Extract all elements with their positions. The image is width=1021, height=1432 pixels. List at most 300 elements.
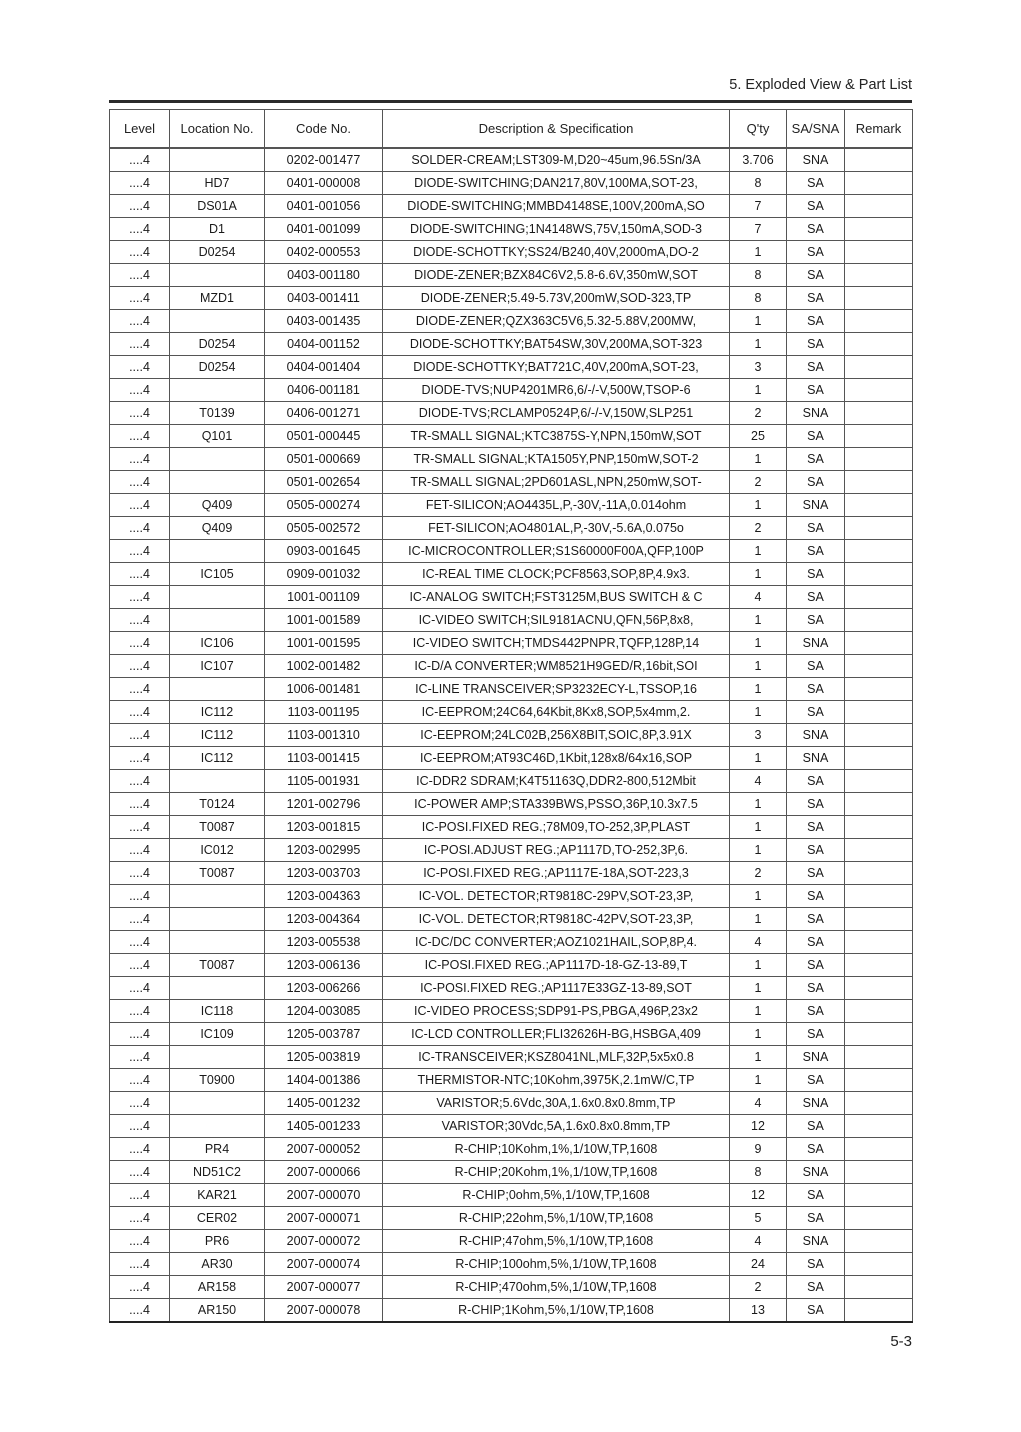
qty-cell: 2	[730, 517, 787, 540]
column-header-remark: Remark	[845, 110, 913, 149]
level-cell: ....4	[110, 1000, 170, 1023]
code-cell: 1002-001482	[265, 655, 383, 678]
table-row	[110, 1000, 913, 1023]
location-cell: IC112	[170, 724, 265, 747]
sa-sna-cell: SA	[787, 1253, 845, 1276]
location-cell: IC112	[170, 747, 265, 770]
column-header-location: Location No.	[170, 110, 265, 149]
table-row	[110, 586, 913, 609]
code-cell: 1203-004363	[265, 885, 383, 908]
qty-cell: 1	[730, 1046, 787, 1069]
qty-cell: 1	[730, 793, 787, 816]
description-cell: DIODE-ZENER;QZX363C5V6,5.32-5.88V,200MW,	[383, 310, 730, 333]
location-cell	[170, 678, 265, 701]
level-cell: ....4	[110, 172, 170, 195]
table-row	[110, 609, 913, 632]
qty-cell: 25	[730, 425, 787, 448]
table-row	[110, 563, 913, 586]
sa-sna-cell: SA	[787, 1184, 845, 1207]
sa-sna-cell: SA	[787, 310, 845, 333]
level-cell: ....4	[110, 471, 170, 494]
location-cell	[170, 471, 265, 494]
description-cell: IC-POSI.ADJUST REG.;AP1117D,TO-252,3P,6.	[383, 839, 730, 862]
remark-cell	[845, 425, 913, 448]
level-cell: ....4	[110, 1230, 170, 1253]
location-cell	[170, 1046, 265, 1069]
location-cell: CER02	[170, 1207, 265, 1230]
table-row	[110, 1069, 913, 1092]
sa-sna-cell: SA	[787, 586, 845, 609]
qty-cell: 8	[730, 172, 787, 195]
remark-cell	[845, 678, 913, 701]
level-cell: ....4	[110, 793, 170, 816]
location-cell: IC012	[170, 839, 265, 862]
code-cell: 0903-001645	[265, 540, 383, 563]
location-cell: AR150	[170, 1299, 265, 1323]
description-cell: IC-REAL TIME CLOCK;PCF8563,SOP,8P,4.9x3.	[383, 563, 730, 586]
qty-cell: 1	[730, 448, 787, 471]
sa-sna-cell: SA	[787, 908, 845, 931]
location-cell: ND51C2	[170, 1161, 265, 1184]
table-row	[110, 678, 913, 701]
code-cell: 1404-001386	[265, 1069, 383, 1092]
location-cell: T0087	[170, 954, 265, 977]
remark-cell	[845, 586, 913, 609]
code-cell: 1203-005538	[265, 931, 383, 954]
level-cell: ....4	[110, 1092, 170, 1115]
sa-sna-cell: SNA	[787, 148, 845, 172]
sa-sna-cell: SA	[787, 540, 845, 563]
qty-cell: 1	[730, 1023, 787, 1046]
level-cell: ....4	[110, 885, 170, 908]
level-cell: ....4	[110, 724, 170, 747]
code-cell: 1405-001233	[265, 1115, 383, 1138]
code-cell: 0403-001411	[265, 287, 383, 310]
remark-cell	[845, 701, 913, 724]
level-cell: ....4	[110, 770, 170, 793]
location-cell: IC118	[170, 1000, 265, 1023]
sa-sna-cell: SA	[787, 379, 845, 402]
level-cell: ....4	[110, 356, 170, 379]
remark-cell	[845, 379, 913, 402]
qty-cell: 1	[730, 540, 787, 563]
level-cell: ....4	[110, 678, 170, 701]
remark-cell	[845, 471, 913, 494]
sa-sna-cell: SNA	[787, 402, 845, 425]
code-cell: 0402-000553	[265, 241, 383, 264]
level-cell: ....4	[110, 1276, 170, 1299]
sa-sna-cell: SA	[787, 195, 845, 218]
description-cell: IC-POSI.FIXED REG.;AP1117D-18-GZ-13-89,T	[383, 954, 730, 977]
description-cell: IC-EEPROM;AT93C46D,1Kbit,128x8/64x16,SOP	[383, 747, 730, 770]
location-cell: PR6	[170, 1230, 265, 1253]
description-cell: FET-SILICON;AO4801AL,P,-30V,-5.6A,0.075o	[383, 517, 730, 540]
level-cell: ....4	[110, 609, 170, 632]
code-cell: 2007-000070	[265, 1184, 383, 1207]
table-row	[110, 747, 913, 770]
remark-cell	[845, 954, 913, 977]
sa-sna-cell: SA	[787, 287, 845, 310]
sa-sna-cell: SA	[787, 448, 845, 471]
location-cell: T0124	[170, 793, 265, 816]
table-row	[110, 1230, 913, 1253]
description-cell: DIODE-ZENER;5.49-5.73V,200mW,SOD-323,TP	[383, 287, 730, 310]
table-row	[110, 195, 913, 218]
sa-sna-cell: SA	[787, 333, 845, 356]
location-cell: IC112	[170, 701, 265, 724]
location-cell: HD7	[170, 172, 265, 195]
remark-cell	[845, 494, 913, 517]
code-cell: 2007-000071	[265, 1207, 383, 1230]
location-cell: Q101	[170, 425, 265, 448]
description-cell: DIODE-ZENER;BZX84C6V2,5.8-6.6V,350mW,SOT	[383, 264, 730, 287]
remark-cell	[845, 563, 913, 586]
header-rule	[109, 100, 912, 103]
table-row	[110, 1161, 913, 1184]
table-row	[110, 862, 913, 885]
level-cell: ....4	[110, 310, 170, 333]
description-cell: SOLDER-CREAM;LST309-M,D20~45um,96.5Sn/3A	[383, 148, 730, 172]
sa-sna-cell: SA	[787, 264, 845, 287]
table-row	[110, 1138, 913, 1161]
table-header-row	[110, 110, 913, 149]
remark-cell	[845, 655, 913, 678]
column-header-sa-sna: SA/SNA	[787, 110, 845, 149]
remark-cell	[845, 793, 913, 816]
qty-cell: 8	[730, 264, 787, 287]
code-cell: 0406-001181	[265, 379, 383, 402]
qty-cell: 1	[730, 563, 787, 586]
level-cell: ....4	[110, 1138, 170, 1161]
description-cell: IC-TRANSCEIVER;KSZ8041NL,MLF,32P,5x5x0.8	[383, 1046, 730, 1069]
code-cell: 1205-003787	[265, 1023, 383, 1046]
remark-cell	[845, 264, 913, 287]
table-row	[110, 494, 913, 517]
table-row	[110, 1253, 913, 1276]
level-cell: ....4	[110, 1069, 170, 1092]
location-cell: T0087	[170, 816, 265, 839]
sa-sna-cell: SA	[787, 425, 845, 448]
level-cell: ....4	[110, 333, 170, 356]
remark-cell	[845, 333, 913, 356]
sa-sna-cell: SA	[787, 241, 845, 264]
qty-cell: 1	[730, 701, 787, 724]
description-cell: THERMISTOR-NTC;10Kohm,3975K,2.1mW/C,TP	[383, 1069, 730, 1092]
qty-cell: 4	[730, 1092, 787, 1115]
location-cell	[170, 540, 265, 563]
description-cell: IC-LINE TRANSCEIVER;SP3232ECY-L,TSSOP,16	[383, 678, 730, 701]
level-cell: ....4	[110, 1161, 170, 1184]
description-cell: IC-VIDEO SWITCH;TMDS442PNPR,TQFP,128P,14	[383, 632, 730, 655]
remark-cell	[845, 287, 913, 310]
sa-sna-cell: SNA	[787, 1046, 845, 1069]
qty-cell: 2	[730, 471, 787, 494]
sa-sna-cell: SA	[787, 1115, 845, 1138]
remark-cell	[845, 1230, 913, 1253]
qty-cell: 5	[730, 1207, 787, 1230]
location-cell	[170, 379, 265, 402]
code-cell: 0403-001180	[265, 264, 383, 287]
level-cell: ....4	[110, 1299, 170, 1323]
table-row	[110, 770, 913, 793]
description-cell: IC-LCD CONTROLLER;FLI32626H-BG,HSBGA,409	[383, 1023, 730, 1046]
location-cell	[170, 977, 265, 1000]
table-row	[110, 793, 913, 816]
remark-cell	[845, 1000, 913, 1023]
sa-sna-cell: SNA	[787, 1092, 845, 1115]
remark-cell	[845, 1161, 913, 1184]
level-cell: ....4	[110, 494, 170, 517]
column-header-description: Description & Specification	[383, 110, 730, 149]
remark-cell	[845, 1207, 913, 1230]
remark-cell	[845, 1092, 913, 1115]
remark-cell	[845, 540, 913, 563]
sa-sna-cell: SA	[787, 563, 845, 586]
level-cell: ....4	[110, 1253, 170, 1276]
level-cell: ....4	[110, 264, 170, 287]
location-cell	[170, 310, 265, 333]
code-cell: 2007-000072	[265, 1230, 383, 1253]
table-row	[110, 977, 913, 1000]
location-cell	[170, 586, 265, 609]
code-cell: 2007-000052	[265, 1138, 383, 1161]
column-header-qty: Q'ty	[730, 110, 787, 149]
code-cell: 1201-002796	[265, 793, 383, 816]
sa-sna-cell: SA	[787, 1299, 845, 1323]
table-row	[110, 701, 913, 724]
remark-cell	[845, 908, 913, 931]
description-cell: TR-SMALL SIGNAL;KTA1505Y,PNP,150mW,SOT-2	[383, 448, 730, 471]
remark-cell	[845, 517, 913, 540]
qty-cell: 1	[730, 839, 787, 862]
table-row	[110, 287, 913, 310]
sa-sna-cell: SA	[787, 1276, 845, 1299]
remark-cell	[845, 632, 913, 655]
remark-cell	[845, 609, 913, 632]
remark-cell	[845, 148, 913, 172]
code-cell: 0401-001056	[265, 195, 383, 218]
qty-cell: 1	[730, 1069, 787, 1092]
qty-cell: 1	[730, 655, 787, 678]
level-cell: ....4	[110, 1115, 170, 1138]
code-cell: 1001-001109	[265, 586, 383, 609]
sa-sna-cell: SA	[787, 1023, 845, 1046]
location-cell	[170, 908, 265, 931]
table-row	[110, 1046, 913, 1069]
qty-cell: 1	[730, 1000, 787, 1023]
remark-cell	[845, 310, 913, 333]
qty-cell: 1	[730, 333, 787, 356]
sa-sna-cell: SA	[787, 701, 845, 724]
level-cell: ....4	[110, 540, 170, 563]
sa-sna-cell: SA	[787, 770, 845, 793]
remark-cell	[845, 218, 913, 241]
sa-sna-cell: SA	[787, 172, 845, 195]
code-cell: 0401-000008	[265, 172, 383, 195]
description-cell: DIODE-TVS;NUP4201MR6,6/-/-V,500W,TSOP-6	[383, 379, 730, 402]
description-cell: R-CHIP;1Kohm,5%,1/10W,TP,1608	[383, 1299, 730, 1323]
code-cell: 0404-001152	[265, 333, 383, 356]
description-cell: R-CHIP;0ohm,5%,1/10W,TP,1608	[383, 1184, 730, 1207]
remark-cell	[845, 1299, 913, 1323]
table-row	[110, 1276, 913, 1299]
qty-cell: 7	[730, 195, 787, 218]
location-cell: KAR21	[170, 1184, 265, 1207]
level-cell: ....4	[110, 839, 170, 862]
code-cell: 1001-001595	[265, 632, 383, 655]
remark-cell	[845, 747, 913, 770]
table-row	[110, 931, 913, 954]
qty-cell: 8	[730, 1161, 787, 1184]
table-row	[110, 1023, 913, 1046]
location-cell	[170, 609, 265, 632]
code-cell: 1205-003819	[265, 1046, 383, 1069]
qty-cell: 4	[730, 1230, 787, 1253]
description-cell: DIODE-SWITCHING;MMBD4148SE,100V,200mA,SO	[383, 195, 730, 218]
remark-cell	[845, 1184, 913, 1207]
table-row	[110, 517, 913, 540]
qty-cell: 1	[730, 379, 787, 402]
location-cell: AR158	[170, 1276, 265, 1299]
sa-sna-cell: SA	[787, 609, 845, 632]
qty-cell: 3	[730, 356, 787, 379]
sa-sna-cell: SA	[787, 356, 845, 379]
table-row	[110, 310, 913, 333]
level-cell: ....4	[110, 632, 170, 655]
description-cell: DIODE-SCHOTTKY;SS24/B240,40V,2000mA,DO-2	[383, 241, 730, 264]
qty-cell: 1	[730, 885, 787, 908]
level-cell: ....4	[110, 287, 170, 310]
code-cell: 1103-001415	[265, 747, 383, 770]
location-cell	[170, 885, 265, 908]
qty-cell: 12	[730, 1184, 787, 1207]
sa-sna-cell: SA	[787, 954, 845, 977]
description-cell: IC-POSI.FIXED REG.;AP1117E33GZ-13-89,SOT	[383, 977, 730, 1000]
level-cell: ....4	[110, 448, 170, 471]
level-cell: ....4	[110, 655, 170, 678]
description-cell: DIODE-SCHOTTKY;BAT721C,40V,200mA,SOT-23,	[383, 356, 730, 379]
qty-cell: 7	[730, 218, 787, 241]
level-cell: ....4	[110, 954, 170, 977]
sa-sna-cell: SA	[787, 655, 845, 678]
level-cell: ....4	[110, 379, 170, 402]
table-row	[110, 1184, 913, 1207]
qty-cell: 1	[730, 908, 787, 931]
code-cell: 0202-001477	[265, 148, 383, 172]
location-cell: PR4	[170, 1138, 265, 1161]
code-cell: 1203-001815	[265, 816, 383, 839]
level-cell: ....4	[110, 1184, 170, 1207]
location-cell: T0087	[170, 862, 265, 885]
remark-cell	[845, 1253, 913, 1276]
code-cell: 1405-001232	[265, 1092, 383, 1115]
qty-cell: 3.706	[730, 148, 787, 172]
description-cell: DIODE-TVS;RCLAMP0524P,6/-/-V,150W,SLP251	[383, 402, 730, 425]
sa-sna-cell: SNA	[787, 747, 845, 770]
location-cell: IC105	[170, 563, 265, 586]
sa-sna-cell: SNA	[787, 632, 845, 655]
table-row	[110, 356, 913, 379]
table-row	[110, 1207, 913, 1230]
location-cell	[170, 1115, 265, 1138]
code-cell: 1203-006266	[265, 977, 383, 1000]
code-cell: 0401-001099	[265, 218, 383, 241]
table-row	[110, 724, 913, 747]
qty-cell: 12	[730, 1115, 787, 1138]
remark-cell	[845, 862, 913, 885]
qty-cell: 2	[730, 862, 787, 885]
page-header-title: 5. Exploded View & Part List	[729, 77, 912, 93]
description-cell: IC-DC/DC CONVERTER;AOZ1021HAIL,SOP,8P,4.	[383, 931, 730, 954]
remark-cell	[845, 1069, 913, 1092]
sa-sna-cell: SA	[787, 816, 845, 839]
sa-sna-cell: SA	[787, 885, 845, 908]
description-cell: IC-VIDEO PROCESS;SDP91-PS,PBGA,496P,23x2	[383, 1000, 730, 1023]
qty-cell: 24	[730, 1253, 787, 1276]
description-cell: IC-DDR2 SDRAM;K4T51163Q,DDR2-800,512Mbit	[383, 770, 730, 793]
level-cell: ....4	[110, 425, 170, 448]
code-cell: 1204-003085	[265, 1000, 383, 1023]
table-row	[110, 954, 913, 977]
table-body	[110, 148, 913, 1322]
remark-cell	[845, 885, 913, 908]
level-cell: ....4	[110, 241, 170, 264]
qty-cell: 1	[730, 632, 787, 655]
sa-sna-cell: SA	[787, 678, 845, 701]
code-cell: 2007-000066	[265, 1161, 383, 1184]
description-cell: VARISTOR;30Vdc,5A,1.6x0.8x0.8mm,TP	[383, 1115, 730, 1138]
qty-cell: 13	[730, 1299, 787, 1323]
sa-sna-cell: SNA	[787, 1230, 845, 1253]
code-cell: 1203-002995	[265, 839, 383, 862]
sa-sna-cell: SNA	[787, 724, 845, 747]
code-cell: 1203-006136	[265, 954, 383, 977]
remark-cell	[845, 195, 913, 218]
code-cell: 1006-001481	[265, 678, 383, 701]
table-row	[110, 540, 913, 563]
qty-cell: 2	[730, 402, 787, 425]
qty-cell: 1	[730, 747, 787, 770]
level-cell: ....4	[110, 517, 170, 540]
level-cell: ....4	[110, 148, 170, 172]
table-row	[110, 885, 913, 908]
location-cell	[170, 931, 265, 954]
location-cell	[170, 1092, 265, 1115]
location-cell	[170, 264, 265, 287]
remark-cell	[845, 931, 913, 954]
location-cell: IC109	[170, 1023, 265, 1046]
sa-sna-cell: SA	[787, 862, 845, 885]
remark-cell	[845, 1115, 913, 1138]
remark-cell	[845, 172, 913, 195]
remark-cell	[845, 1046, 913, 1069]
level-cell: ....4	[110, 701, 170, 724]
location-cell: T0139	[170, 402, 265, 425]
table-row	[110, 471, 913, 494]
qty-cell: 1	[730, 954, 787, 977]
remark-cell	[845, 1276, 913, 1299]
sa-sna-cell: SA	[787, 793, 845, 816]
description-cell: IC-EEPROM;24C64,64Kbit,8Kx8,SOP,5x4mm,2.	[383, 701, 730, 724]
level-cell: ....4	[110, 862, 170, 885]
location-cell: Q409	[170, 517, 265, 540]
description-cell: DIODE-SWITCHING;DAN217,80V,100MA,SOT-23,	[383, 172, 730, 195]
sa-sna-cell: SA	[787, 839, 845, 862]
code-cell: 1103-001195	[265, 701, 383, 724]
table-row	[110, 1299, 913, 1323]
code-cell: 1001-001589	[265, 609, 383, 632]
description-cell: IC-POSI.FIXED REG.;78M09,TO-252,3P,PLAST	[383, 816, 730, 839]
